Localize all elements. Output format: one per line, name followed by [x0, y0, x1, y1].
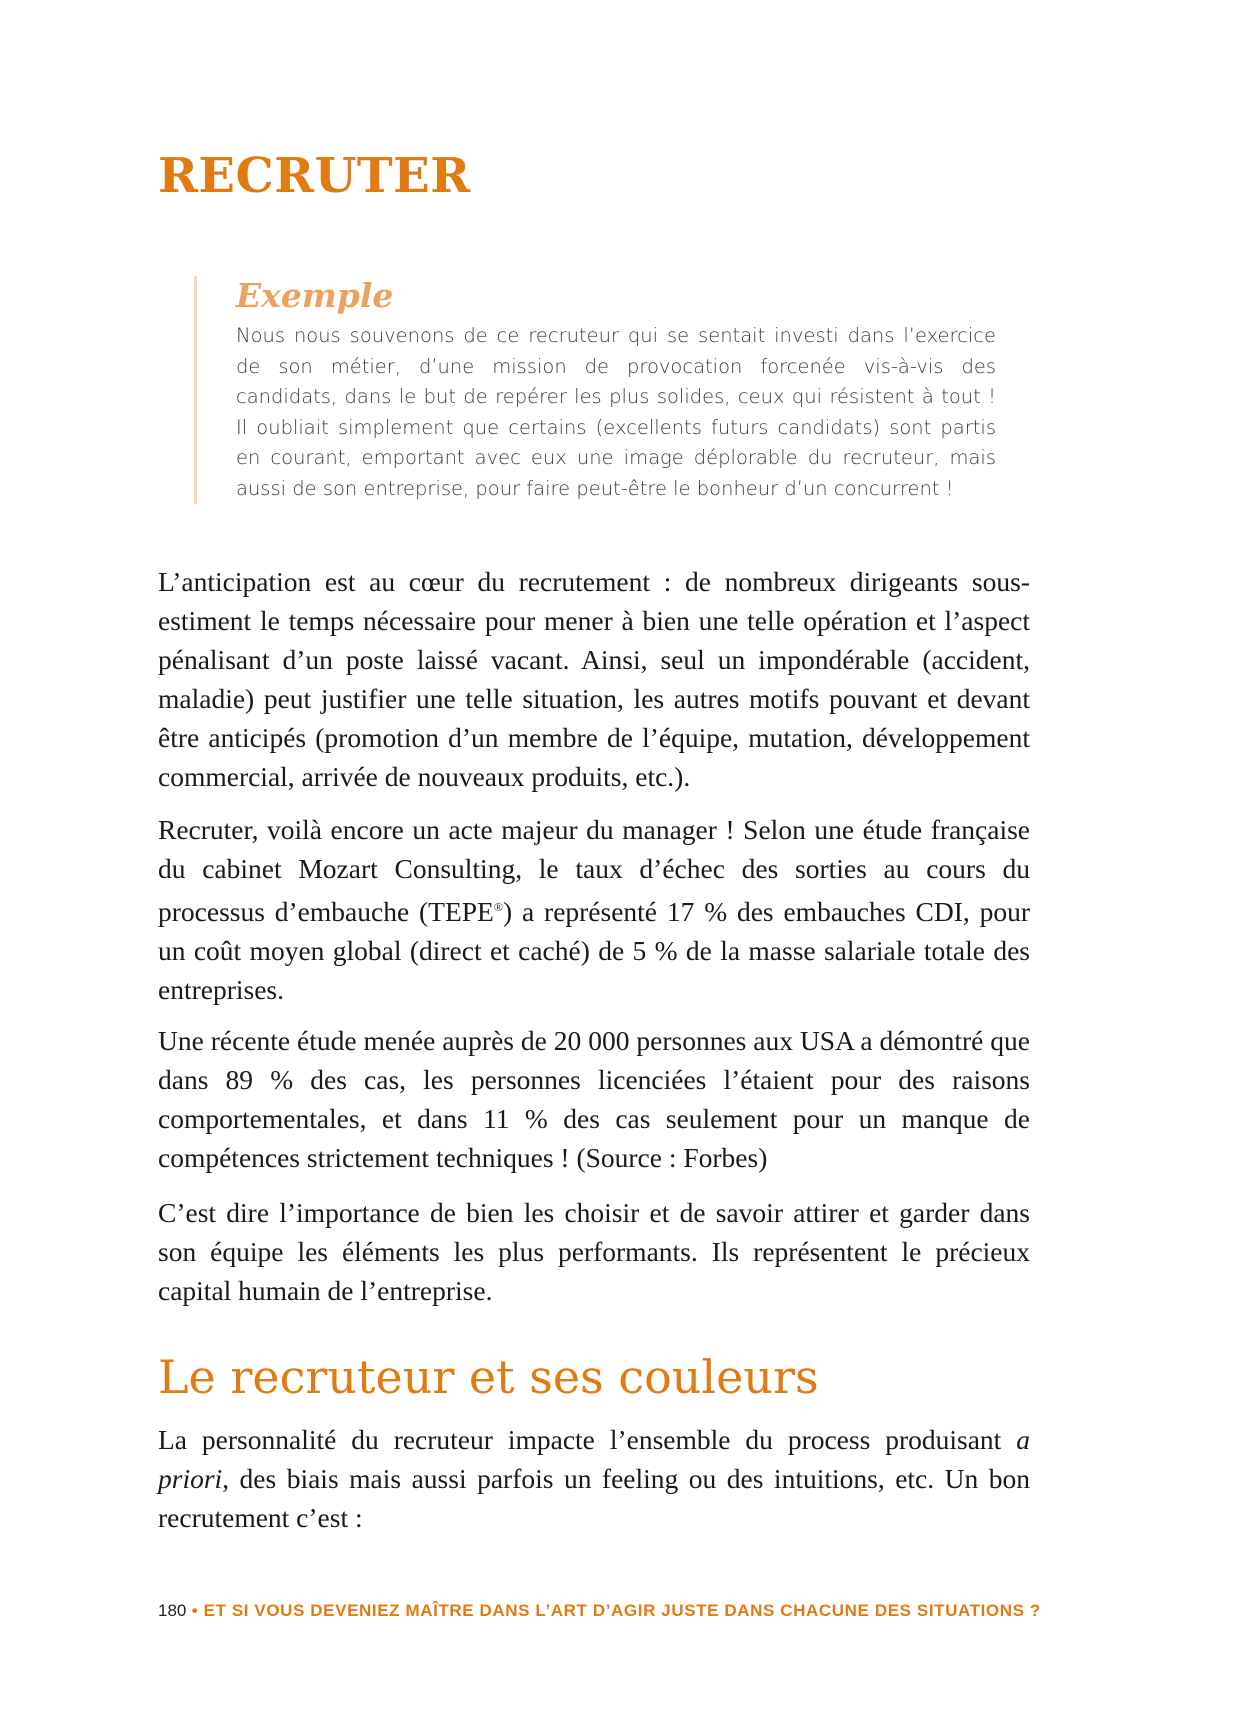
section-intro — [158, 1420, 1030, 1537]
paragraph-recruter-start: Recruter, voilà encore un acte majeur du manager ! Selon une étude française du cabinet Mozart Consulting, le taux d’échec des sorties au cours du processus d’embauche (TEPE — [158, 814, 1030, 928]
page-number: 180 — [158, 1601, 187, 1620]
paragraph-recruter-end: ) a représenté 17 % des embauches CDI, pour un coût moyen global (direct et caché) de 5 % de la masse salariale totale des entreprises. — [158, 896, 1030, 1006]
example-box — [194, 276, 996, 504]
paragraph-recruter-block — [158, 810, 1030, 1009]
example-title: Exemple — [236, 276, 394, 315]
chapter-title: RECRUTER — [158, 148, 471, 204]
example-text: Nous nous souvenons de ce recruteur qui se sentait investi dans l’exercice de son métier, d’une mission de provocation forcenée vis-à-vis des candidats, dans le but de repérer les plus solides, ceux qui résistent à tout ! Il oubliait simplement que certains (excellents futurs candidats) sont partis en courant, emportant avec eux une image déplorable du recruteur, mais aussi de son entreprise, pour faire peut-être le bonheur d’un concurrent ! — [236, 324, 996, 500]
running-title: ET SI VOUS DEVENIEZ MAÎTRE DANS L’ART D’AGIR JUSTE DANS CHACUNE DES SITUATIONS ? — [203, 1601, 1041, 1620]
paragraph-importance-block — [158, 1193, 1030, 1310]
paragraph-etude: Une récente étude menée auprès de 20 000 personnes aux USA a démontré que dans 89 % des cas, les personnes licenciées l’étaient pour des raisons comportementales, et dans 11 % des cas seulement pour un manque de compétences strictement techniques ! (Source : Forbes) — [158, 1025, 1030, 1173]
section-title: Le recruteur et ses couleurs — [158, 1350, 819, 1404]
page-footer — [158, 1601, 1041, 1621]
registered-mark: ® — [493, 900, 503, 914]
section-intro-end: , des biais mais aussi parfois un feeling ou des intuitions, etc. Un bon recrutement c’est : — [158, 1463, 1030, 1533]
paragraph-recruter — [158, 810, 1030, 1009]
section-intro-start: La personnalité du recruteur impacte l’ensemble du process produisant — [158, 1424, 1017, 1455]
paragraph-anticipation-block — [158, 562, 1030, 796]
footer-separator: • — [186, 1601, 204, 1620]
paragraph-etude-block — [158, 1021, 1030, 1177]
paragraph-importance: C’est dire l’importance de bien les choisir et de savoir attirer et garder dans son équipe les éléments les plus performants. Ils représentent le précieux capital humain de l’entreprise. — [158, 1197, 1030, 1306]
paragraph-anticipation: L’anticipation est au cœur du recrutement : de nombreux dirigeants sous-estiment le temps nécessaire pour mener à bien une telle opération et l’aspect pénalisant d’un poste laissé vacant. Ainsi, seul un impondérable (accident, maladie) peut justifier une telle situation, les autres motifs pouvant et devant être anticipés (promotion d’un membre de l’équipe, mutation, développement commercial, arrivée de nouveaux produits, etc.). — [158, 566, 1030, 792]
section-intro-block — [158, 1420, 1030, 1537]
section-intro-italic: a priori — [158, 1424, 1030, 1494]
